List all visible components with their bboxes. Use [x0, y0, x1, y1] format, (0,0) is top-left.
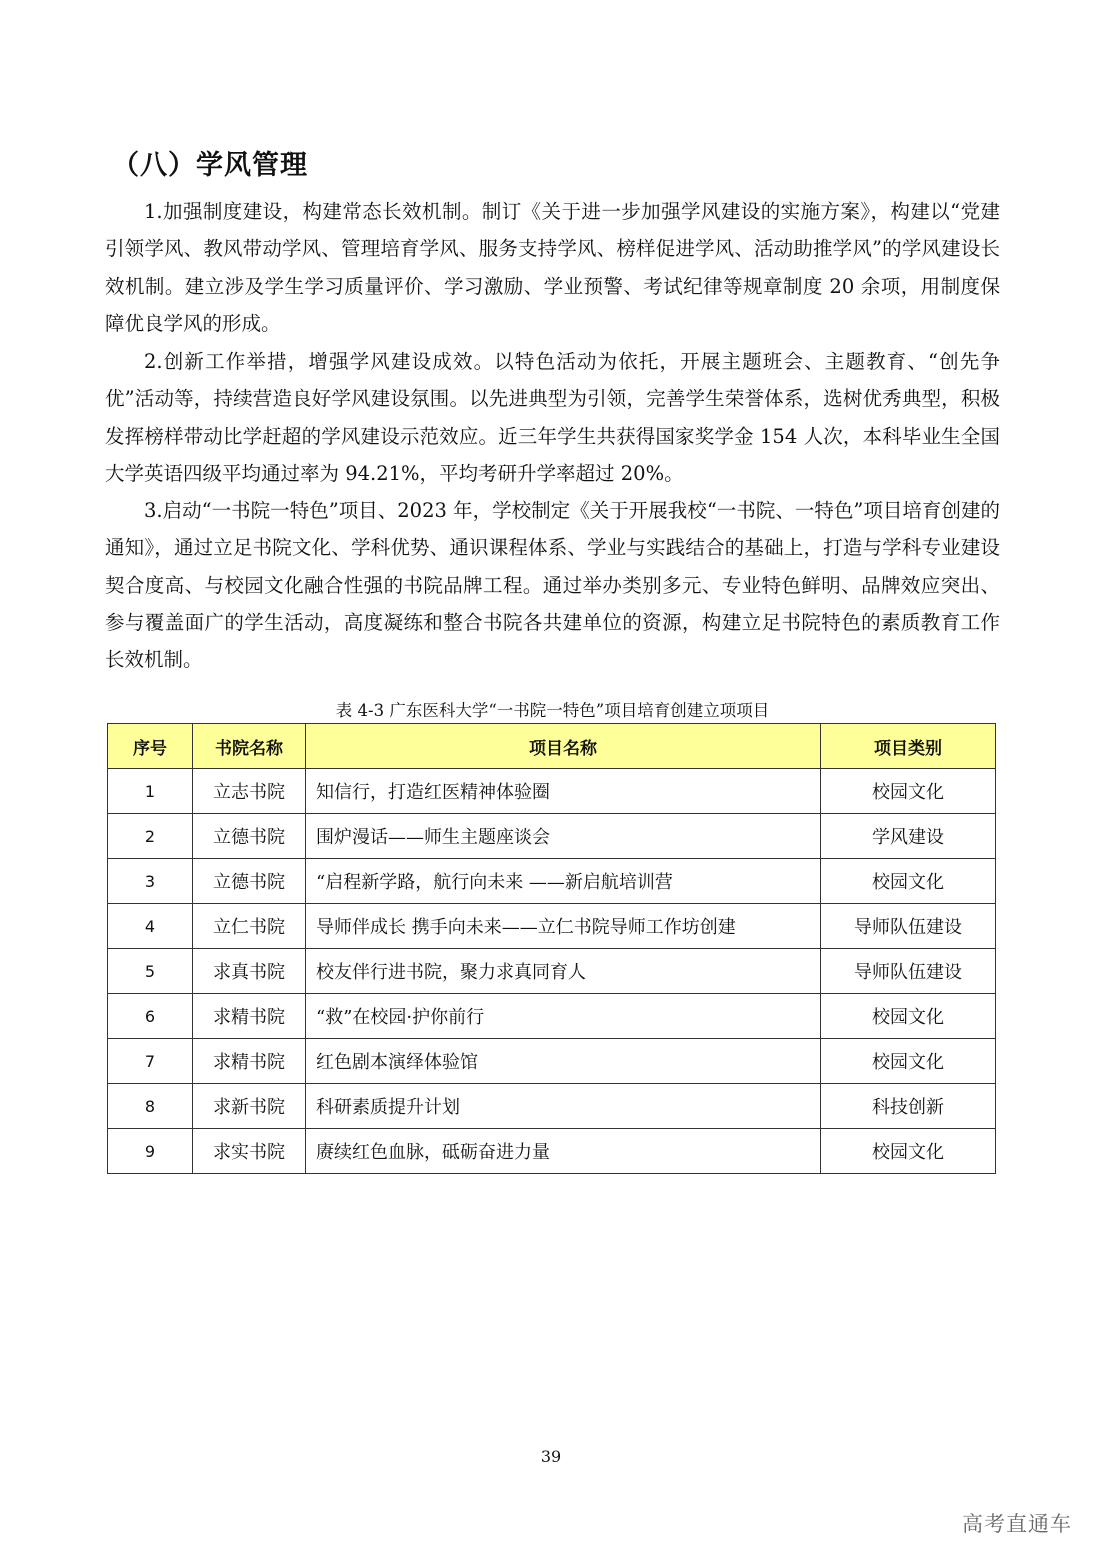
- cell-category: 科技创新: [821, 1084, 996, 1129]
- cell-index: 3: [108, 859, 193, 904]
- table-row: [108, 904, 996, 949]
- cell-category: 校园文化: [821, 1129, 996, 1174]
- cell-project: 导师伴成长 携手向未来——立仁书院导师工作坊创建: [306, 904, 821, 949]
- table-row: [108, 949, 996, 994]
- cell-college: 立仁书院: [193, 904, 306, 949]
- table-row: [108, 1039, 996, 1084]
- cell-category: 导师队伍建设: [821, 949, 996, 994]
- cell-college: 立德书院: [193, 859, 306, 904]
- cell-index: 7: [108, 1039, 193, 1084]
- cell-project: 科研素质提升计划: [306, 1084, 821, 1129]
- table-row: [108, 994, 996, 1039]
- header-index: 序号: [108, 724, 193, 769]
- table-row: [108, 814, 996, 859]
- header-college: 书院名称: [193, 724, 306, 769]
- header-category: 项目类别: [821, 724, 996, 769]
- cell-project: “救”在校园·护你前行: [306, 994, 821, 1039]
- header-project: 项目名称: [306, 724, 821, 769]
- cell-college: 求精书院: [193, 994, 306, 1039]
- section-title: （八）学风管理: [112, 150, 308, 181]
- project-table: [107, 723, 996, 1174]
- cell-project: 围炉漫话——师生主题座谈会: [306, 814, 821, 859]
- cell-project: 校友伴行进书院，聚力求真同育人: [306, 949, 821, 994]
- cell-index: 9: [108, 1129, 193, 1174]
- cell-college: 求新书院: [193, 1084, 306, 1129]
- paragraph-1: 1.加强制度建设，构建常态长效机制。制订《关于进一步加强学风建设的实施方案》，构建以“党建引领学风、教风带动学风、管理培育学风、服务支持学风、榜样促进学风、活动助推学风”的学风建设长效机制。建立涉及学生学习质量评价、学习激励、学业预警、考试纪律等规章制度 20 余项，用制度保障优良学风的形成。: [105, 200, 1000, 335]
- cell-college: 求真书院: [193, 949, 306, 994]
- cell-category: 校园文化: [821, 859, 996, 904]
- table-row: [108, 859, 996, 904]
- cell-college: 立志书院: [193, 769, 306, 814]
- cell-category: 学风建设: [821, 814, 996, 859]
- cell-project: “启程新学路，航行向未来 ——新启航培训营: [306, 859, 821, 904]
- cell-category: 校园文化: [821, 994, 996, 1039]
- cell-category: 导师队伍建设: [821, 904, 996, 949]
- cell-project: 红色剧本演绎体验馆: [306, 1039, 821, 1084]
- table-caption: 表 4-3 广东医科大学“一书院一特色”项目培育创建立项项目: [335, 701, 770, 720]
- paragraph-2: 2.创新工作举措，增强学风建设成效。以特色活动为依托，开展主题班会、主题教育、“创先争优”活动等，持续营造良好学风建设氛围。以先进典型为引领，完善学生荣誉体系，选树优秀典型，积极发挥榜样带动比学赶超的学风建设示范效应。近三年学生共获得国家奖学金 154 人次，本科毕业生全国大学英语四级平均通过率为 94.21%，平均考研升学率超过 20%。: [105, 350, 1000, 485]
- cell-college: 立德书院: [193, 814, 306, 859]
- cell-category: 校园文化: [821, 1039, 996, 1084]
- cell-project: 赓续红色血脉，砥砺奋进力量: [306, 1129, 821, 1174]
- cell-index: 8: [108, 1084, 193, 1129]
- paragraph-3: 3.启动“一书院一特色”项目、2023 年，学校制定《关于开展我校“一书院、一特色”项目培育创建的通知》，通过立足书院文化、学科优势、通识课程体系、学业与实践结合的基础上，打造与学科专业建设契合度高、与校园文化融合性强的书院品牌工程。通过举办类别多元、专业特色鲜明、品牌效应突出、参与覆盖面广的学生活动，高度凝练和整合书院各共建单位的资源，构建立足书院特色的素质教育工作长效机制。: [105, 499, 1000, 672]
- cell-college: 求实书院: [193, 1129, 306, 1174]
- cell-index: 6: [108, 994, 193, 1039]
- cell-project: 知信行，打造红医精神体验圈: [306, 769, 821, 814]
- watermark: 高考直通车: [962, 1512, 1072, 1536]
- table-row: [108, 769, 996, 814]
- table-row: [108, 1129, 996, 1174]
- table-header-row: [108, 724, 996, 769]
- cell-index: 2: [108, 814, 193, 859]
- cell-college: 求精书院: [193, 1039, 306, 1084]
- page-number: 39: [540, 1447, 562, 1466]
- cell-index: 1: [108, 769, 193, 814]
- cell-index: 4: [108, 904, 193, 949]
- cell-category: 校园文化: [821, 769, 996, 814]
- cell-index: 5: [108, 949, 193, 994]
- table-row: [108, 1084, 996, 1129]
